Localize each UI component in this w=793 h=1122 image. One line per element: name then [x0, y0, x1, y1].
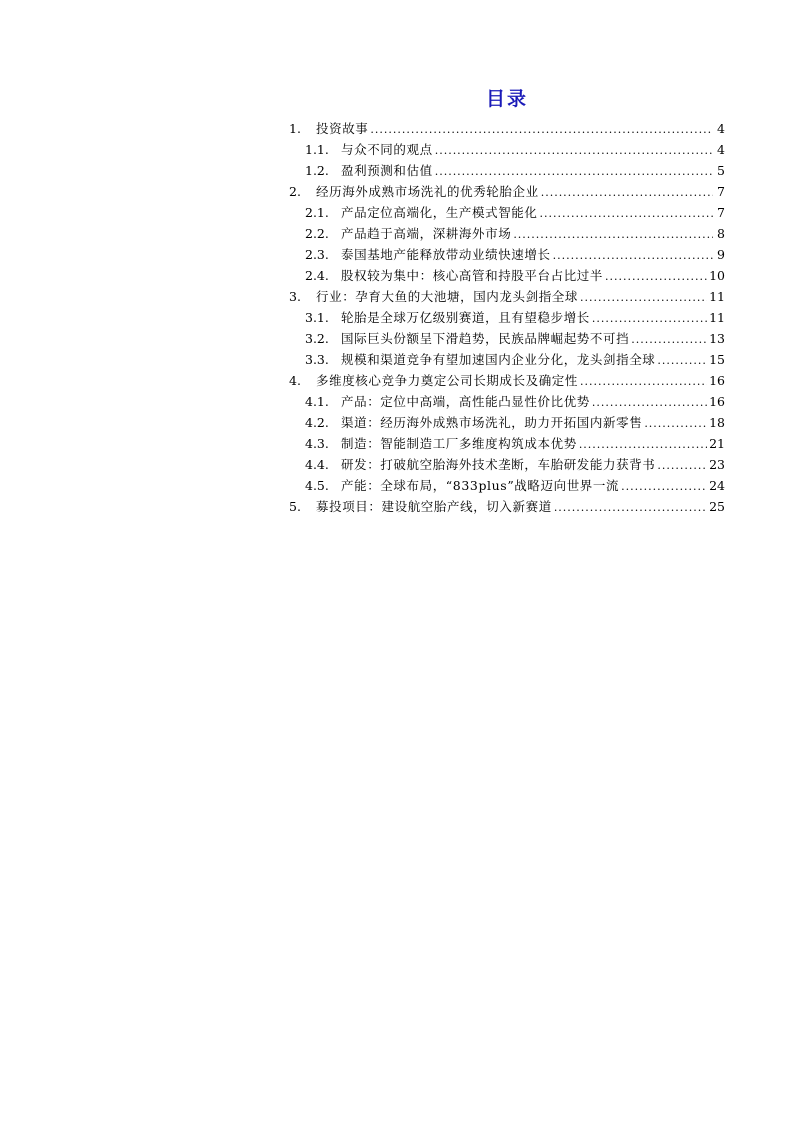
toc-entry-title: 产能：全球布局，“833plus”战略迈向世界一流	[341, 478, 620, 493]
toc-entry-page: 11	[709, 310, 725, 325]
toc-entry-title: 渠道：经历海外成熟市场洗礼，助力开拓国内新零售	[341, 415, 643, 430]
toc-entry-page: 4	[717, 142, 725, 157]
toc-entry-number: 1.	[289, 121, 301, 136]
toc-entry-number: 4.4.	[305, 457, 329, 472]
toc-entry[interactable]	[289, 181, 725, 202]
toc-entry-number: 4.5.	[305, 478, 329, 493]
toc-entry-page: 25	[709, 499, 725, 514]
toc-entry-title: 与众不同的观点	[341, 142, 433, 157]
toc-entry[interactable]	[289, 286, 725, 307]
toc-entry-page: 4	[717, 121, 725, 136]
toc-entry[interactable]	[289, 118, 725, 139]
toc-dot-leader	[435, 140, 713, 161]
toc-entry-page: 7	[717, 205, 725, 220]
toc-entry-title: 产品趋于高端，深耕海外市场	[341, 226, 512, 241]
toc-entry-title: 行业：孕育大鱼的大池塘，国内龙头剑指全球	[316, 289, 579, 304]
toc-dot-leader	[657, 455, 707, 476]
toc-dot-leader	[621, 476, 707, 497]
toc-entry[interactable]	[289, 454, 725, 475]
toc-entry-number: 2.	[289, 184, 301, 199]
toc-dot-leader	[657, 350, 707, 371]
toc-entry-number: 4.	[289, 373, 301, 388]
toc-entry-number: 2.2.	[305, 226, 329, 241]
toc-entry-page: 5	[717, 163, 725, 178]
toc-entry[interactable]	[289, 370, 725, 391]
toc-entry-page: 13	[709, 331, 725, 346]
toc-dot-leader	[540, 203, 713, 224]
toc-entry-page: 15	[709, 352, 725, 367]
toc-entry-title: 投资故事	[316, 121, 369, 136]
toc-entry-number: 1.2.	[305, 163, 329, 178]
toc-entry-number: 2.1.	[305, 205, 329, 220]
toc-entry-page: 16	[709, 373, 725, 388]
toc-entry-title: 制造：智能制造工厂多维度构筑成本优势	[341, 436, 577, 451]
toc-entry-page: 8	[717, 226, 725, 241]
toc-entry-page: 21	[709, 436, 725, 451]
toc-entry-title: 募投项目：建设航空胎产线，切入新赛道	[316, 499, 552, 514]
toc-dot-leader	[370, 119, 713, 140]
toc-entry[interactable]	[289, 307, 725, 328]
toc-entry-title: 产品定位高端化，生产模式智能化	[341, 205, 538, 220]
toc-entry[interactable]	[289, 265, 725, 286]
toc-entry-number: 4.2.	[305, 415, 329, 430]
toc-entry-title: 股权较为集中：核心高管和持股平台占比过半	[341, 268, 604, 283]
toc-entry-title: 盈利预测和估值	[341, 163, 433, 178]
table-of-contents	[289, 118, 725, 517]
toc-entry-number: 4.1.	[305, 394, 329, 409]
toc-entry-number: 3.	[289, 289, 301, 304]
toc-dot-leader	[631, 329, 707, 350]
toc-entry-number: 3.2.	[305, 331, 329, 346]
toc-entry-number: 4.3.	[305, 436, 329, 451]
toc-dot-leader	[592, 308, 707, 329]
toc-dot-leader	[579, 434, 707, 455]
toc-dot-leader	[580, 287, 707, 308]
toc-entry-title: 多维度核心竞争力奠定公司长期成长及确定性	[316, 373, 579, 388]
toc-entry-number: 3.1.	[305, 310, 329, 325]
toc-entry-page: 16	[709, 394, 725, 409]
toc-entry-title: 经历海外成熟市场洗礼的优秀轮胎企业	[316, 184, 539, 199]
toc-entry-number: 2.3.	[305, 247, 329, 262]
toc-entry-page: 23	[709, 457, 725, 472]
toc-entry-page: 11	[709, 289, 725, 304]
toc-entry[interactable]	[289, 223, 725, 244]
toc-dot-leader	[553, 245, 713, 266]
toc-dot-leader	[513, 224, 713, 245]
toc-entry-page: 18	[709, 415, 725, 430]
toc-entry-number: 3.3.	[305, 352, 329, 367]
toc-entry[interactable]	[289, 496, 725, 517]
toc-dot-leader	[541, 182, 713, 203]
toc-entry[interactable]	[289, 349, 725, 370]
toc-entry-number: 1.1.	[305, 142, 329, 157]
toc-dot-leader	[554, 497, 707, 518]
toc-entry[interactable]	[289, 433, 725, 454]
toc-entry[interactable]	[289, 391, 725, 412]
toc-entry[interactable]	[289, 244, 725, 265]
toc-entry-title: 研发：打破航空胎海外技术垄断，车胎研发能力获背书	[341, 457, 656, 472]
toc-entry-page: 24	[709, 478, 725, 493]
toc-entry-title: 产品：定位中高端，高性能凸显性价比优势	[341, 394, 590, 409]
toc-title: 目录	[485, 88, 528, 110]
toc-entry[interactable]	[289, 160, 725, 181]
toc-dot-leader	[580, 371, 707, 392]
toc-dot-leader	[435, 161, 713, 182]
toc-entry-title: 规模和渠道竞争有望加速国内企业分化，龙头剑指全球	[341, 352, 656, 367]
toc-entry-title: 泰国基地产能释放带动业绩快速增长	[341, 247, 551, 262]
toc-entry[interactable]	[289, 328, 725, 349]
toc-entry-title: 轮胎是全球万亿级别赛道，且有望稳步增长	[341, 310, 590, 325]
toc-dot-leader	[592, 392, 707, 413]
toc-dot-leader	[644, 413, 707, 434]
toc-entry-page: 10	[709, 268, 725, 283]
toc-dot-leader	[605, 266, 707, 287]
toc-entry-number: 2.4.	[305, 268, 329, 283]
toc-entry-page: 9	[717, 247, 725, 262]
toc-entry-number: 5.	[289, 499, 301, 514]
toc-entry[interactable]	[289, 202, 725, 223]
toc-entry[interactable]	[289, 139, 725, 160]
toc-entry-title: 国际巨头份额呈下滑趋势，民族品牌崛起势不可挡	[341, 331, 630, 346]
toc-entry[interactable]	[289, 412, 725, 433]
toc-entry[interactable]	[289, 475, 725, 496]
toc-entry-page: 7	[717, 184, 725, 199]
